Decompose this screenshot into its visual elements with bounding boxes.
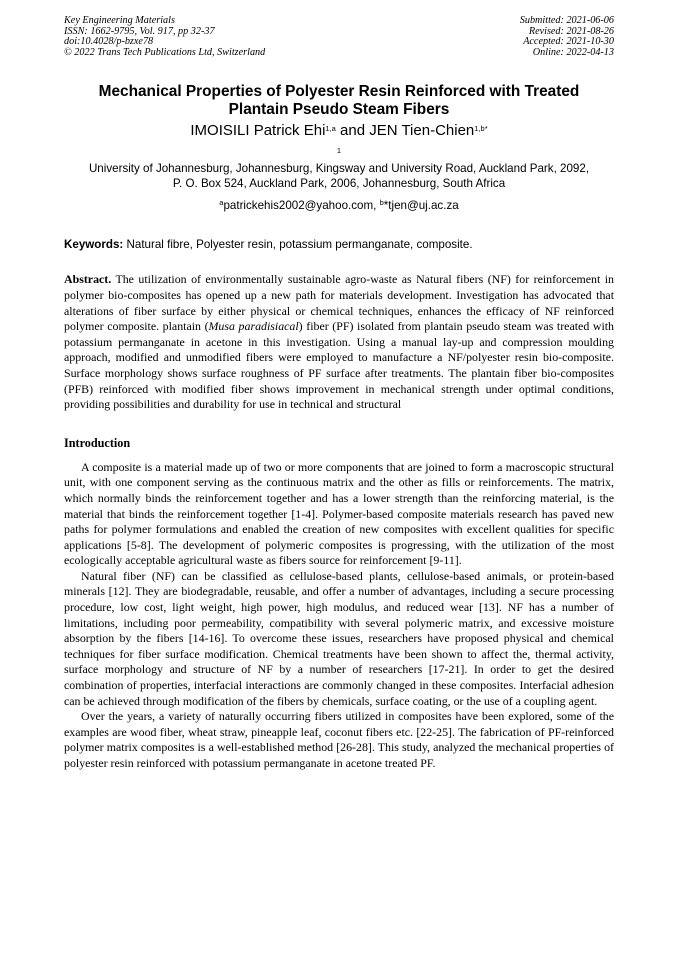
publication-dates [520, 16, 614, 58]
email-a-marker: a [219, 198, 224, 208]
date-online: Online: 2022-04-13 [532, 46, 614, 58]
abstract-label: Abstract. [64, 272, 112, 287]
paper-title [64, 83, 614, 119]
email-b: *tjen@uj.ac.za [383, 199, 459, 213]
section-heading-introduction: Introduction [64, 435, 131, 450]
abstract [64, 272, 614, 412]
paper-page [64, 16, 614, 772]
affiliation-line-2: P. O. Box 524, Auckland Park, 2006, Johannesburg, South Africa [172, 177, 506, 191]
journal-info [64, 16, 265, 58]
journal-issn: ISSN: 1662-9795, Vol. 917, pp 32-37 [64, 25, 215, 37]
affiliation-marker: 1 [336, 146, 342, 156]
journal-header [64, 16, 614, 58]
affiliation [64, 146, 614, 191]
date-accepted: Accepted: 2021-10-30 [523, 36, 614, 48]
keywords-label: Keywords: [64, 238, 124, 252]
journal-copyright: © 2022 Trans Tech Publications Ltd, Switzerland [64, 46, 266, 58]
abstract-species: Musa paradisiacal [208, 319, 299, 334]
affiliation-line-1-text: University of Johannesburg, Johannesburg, Kingsway and University Road, Auckland Park, 2092, [88, 162, 590, 176]
author-conjunction: and [335, 122, 370, 140]
author-list [64, 122, 614, 140]
email-a: patrickehis2002@yahoo.com, [223, 199, 380, 213]
author-1: IMOISILI Patrick Ehi [190, 122, 326, 140]
date-submitted: Submitted: 2021-06-06 [519, 15, 614, 26]
journal-name: Key Engineering Materials [64, 15, 175, 26]
date-revised: Revised: 2021-08-26 [528, 25, 614, 37]
abstract-text-2: ) fiber (PF) isolated from plantain pseudo steam was treated with potassium permanganate in acetone in this investigation. Using a manual lay-up and compression moulding approach, modified and unmodified fibers were employed to manufacture a NF/polyester resin bio-composite. Surface morphology shows surface roughness of PF surface after treatments. The plantain fiber bio-composites (PFB) reinforced with modified fiber shows improvement in mechanical strength under optimal conditions, providing possibilities and durability for use in technical and structural [64, 319, 614, 412]
author-2: JEN Tien-Chien [369, 122, 475, 140]
journal-doi: doi:10.4028/p-bzxe78 [64, 36, 154, 48]
author-emails [64, 198, 614, 213]
email-b-marker: b [379, 198, 384, 208]
keywords-text: Natural fibre, Polyester resin, potassium permanganate, composite. [123, 238, 473, 252]
author-2-affil: 1,b* [474, 124, 488, 134]
intro-paragraph-1: A composite is a material made up of two or more components that are joined to form a macroscopic structural unit, with one component serving as the continuous matrix and the other as fills or reinforcements. The matrix, which normally binds the reinforcement together and has a lower strength than the reinforcing material, is the material that binds the reinforcement together [1-4]. Polymer-based composite materials research has paved new paths for polymer formulations and enabled the creation of new composites with excellent qualities for specific applications [5-8]. The development of polymeric composites is progressing, with the utilization of the most ecologically acceptable agricultural waste as fibers source for reinforcement [9-11]. [64, 459, 614, 568]
keywords [64, 237, 614, 252]
author-1-affil: 1,a [325, 124, 336, 134]
intro-paragraph-2: Natural fiber (NF) can be classified as cellulose-based plants, cellulose-based animals, or protein-based minerals [12]. They are biodegradable, reusable, and offer a number of advantages, including a secure processing procedure, low cost, light weight, high power, high modulus, and reduced wear [13]. NF has a number of limitations, including poor permeability, compatibility with several polymeric matrix, and excessive moisture absorption by the fibers [14-16]. To overcome these issues, researchers have proposed physical and chemical techniques for fiber surface modification. Chemical treatments have been shown to affect the, thermal activity, surface morphology and structure of NF by a number of researchers [17-21]. In order to get the desired combination of properties, interfacial interactions are commonly changed in these composites. Interfacial adhesion can be achieved through modification of the fibers by chemicals, surface coating, or the use of a coupling agent. [64, 568, 614, 708]
title-line-2: Plantain Pseudo Steam Fibers [228, 101, 450, 119]
affiliation-line-1 [64, 146, 614, 176]
intro-paragraph-3: Over the years, a variety of naturally occurring fibers utilized in composites have been explored, some of the examples are wood fiber, wheat straw, pineapple leaf, coconut fibers etc. [22-25]. The fabrication of PF-reinforced polymer matrix composites is a well-established method [26-28]. This study, analyzed the mechanical properties of polyester resin reinforced with potassium permanganate in acetone treated PF. [64, 709, 614, 770]
abstract-text-1: The utilization of environmentally sustainable agro-waste as Natural fibers (NF) for reinforcement in polymer bio-composites has opened up a new path for materials development. Investigation has advocated that alterations of fiber surface by either physical or chemical techniques, enhances the efficacy of NF reinforced polymer composite. plantain ( [64, 272, 614, 334]
title-line-1: Mechanical Properties of Polyester Resin Reinforced with Treated [98, 83, 580, 101]
